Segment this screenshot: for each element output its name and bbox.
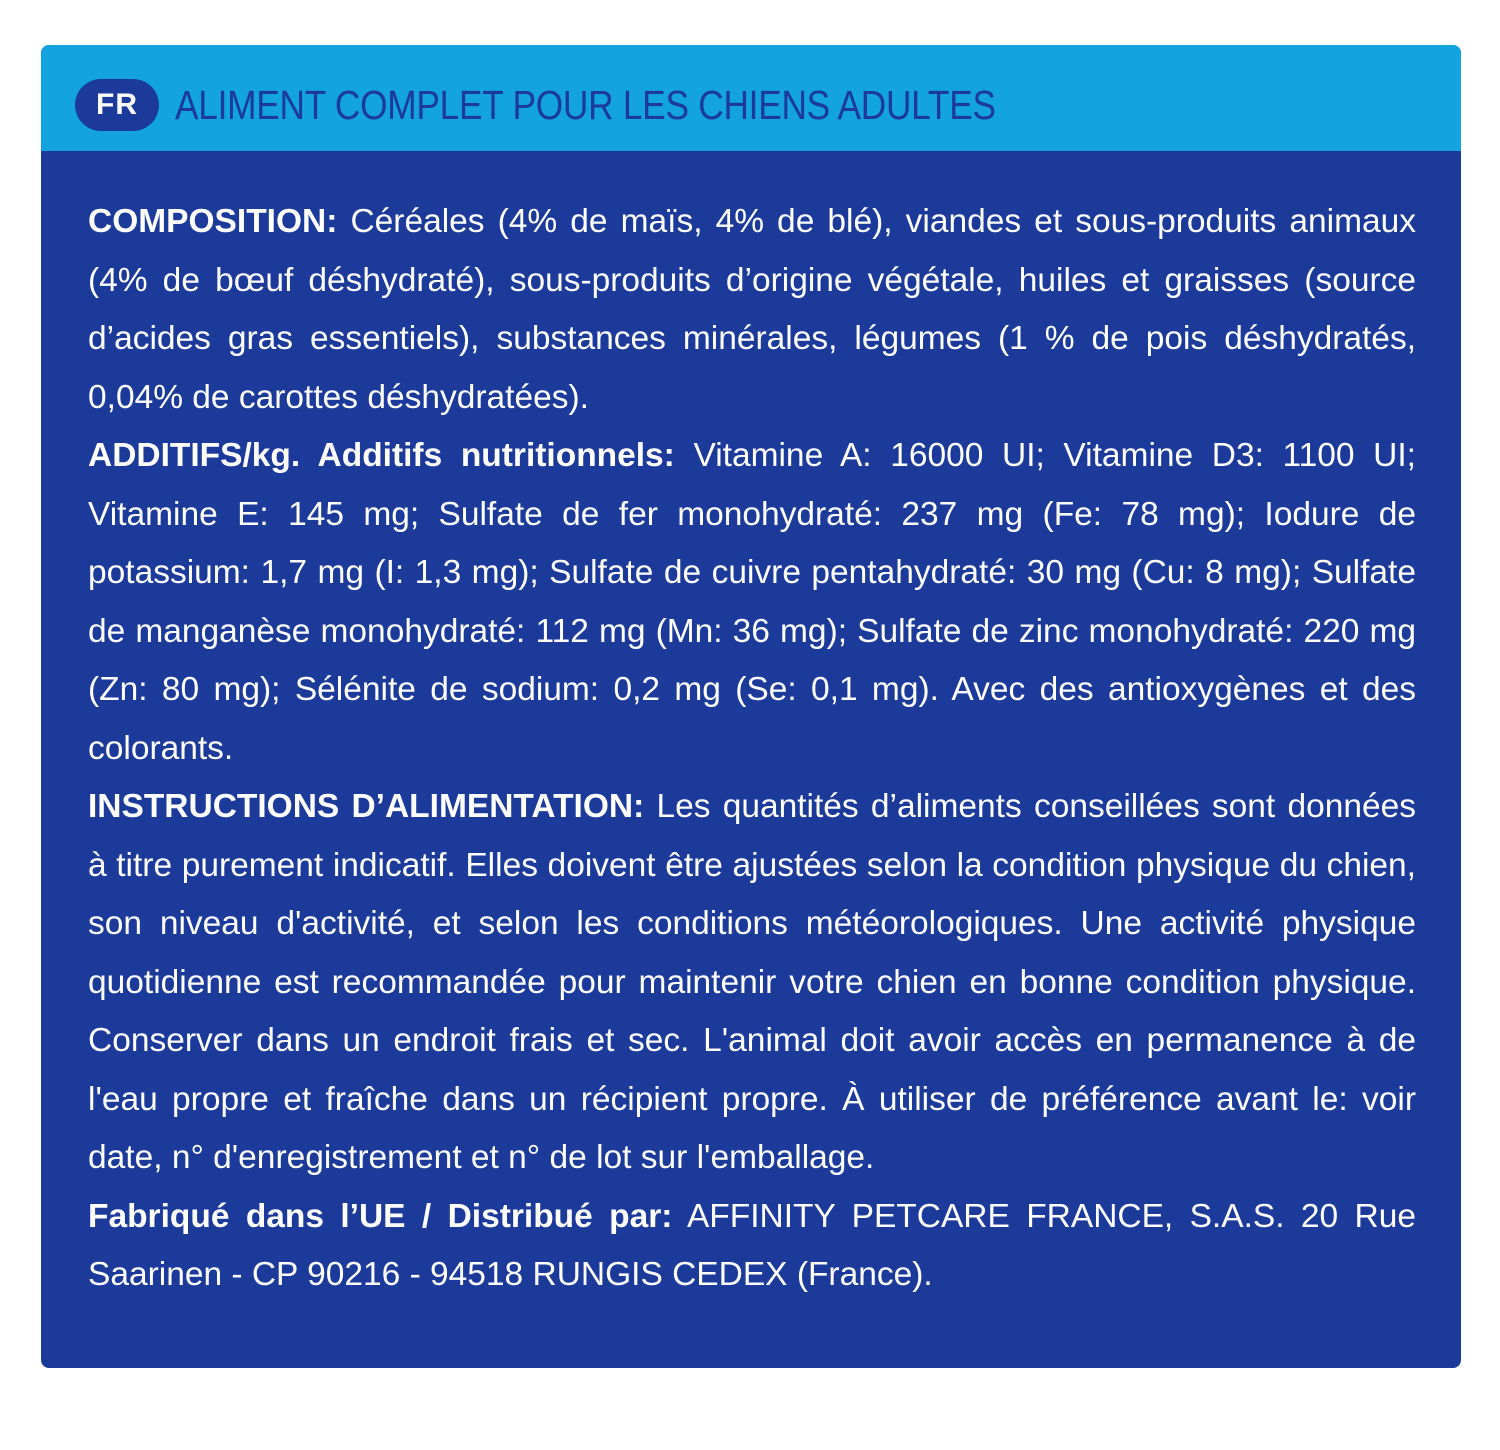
fabrique-label: Fabriqué dans l’UE / Distribué par: (88, 1197, 673, 1235)
composition-paragraph (88, 193, 1416, 427)
language-badge: FR (75, 79, 159, 131)
additifs-text: Vitamine A: 16000 UI; Vitamine D3: 1100 UI; Vitamine E: 145 mg; Sulfate de fer monohydraté: 237 mg (Fe: 78 mg); Iodure de potassium: 1,7 mg (I: 1,3 mg); Sulfate de cuivre pentahydraté: 30 mg (Cu: 8 mg); Sulfate de manganèse monohydraté: 112 mg (Mn: 36 mg); Sulfate de zinc monohydraté: 220 mg (Zn: 80 mg); Sélénite de sodium: 0,2 mg (Se: 0,1 mg). Avec des antioxygènes et des colorants. (88, 437, 1416, 767)
fabrique-text: AFFINITY PETCARE FRANCE, S.A.S. 20 Rue Saarinen - CP 90216 - 94518 RUNGIS CEDEX (France). (88, 1197, 1416, 1293)
label-panel (41, 45, 1461, 1368)
instructions-text: Les quantités d’aliments conseillées sont données à titre purement indicatif. Elles doivent être ajustées selon la condition physique du chien, son niveau d'activité, et selon les conditions météorologiques. Une activité physique quotidienne est recommandée pour maintenir votre chien en bonne condition physique. Conserver dans un endroit frais et sec. L'animal doit avoir accès en permanence à de l'eau propre et fraîche dans un récipient propre. À utiliser de préférence avant le: voir date, n° d'enregistrement et n° de lot sur l'emballage. (88, 788, 1416, 1176)
composition-label: COMPOSITION: (88, 203, 338, 240)
instructions-paragraph (88, 778, 1416, 1188)
panel-header (41, 45, 1461, 151)
composition-text: Céréales (4% de maïs, 4% de blé), viandes et sous-produits animaux (4% de bœuf déshydraté), sous-produits d’origine végétale, huiles et graisses (source d’acides gras essentiels), substances minérales, légumes (1 % de pois déshydratés, 0,04% de carottes déshydratées). (88, 203, 1416, 416)
fabrique-paragraph (88, 1188, 1416, 1305)
header-title: ALIMENT COMPLET POUR LES CHIENS ADULTES (175, 82, 996, 128)
instructions-label: INSTRUCTIONS D’ALIMENTATION: (88, 788, 645, 825)
additifs-paragraph (88, 427, 1416, 778)
additifs-label: ADDITIFS/kg. Additifs nutritionnels: (88, 437, 675, 474)
panel-body (88, 193, 1416, 1305)
